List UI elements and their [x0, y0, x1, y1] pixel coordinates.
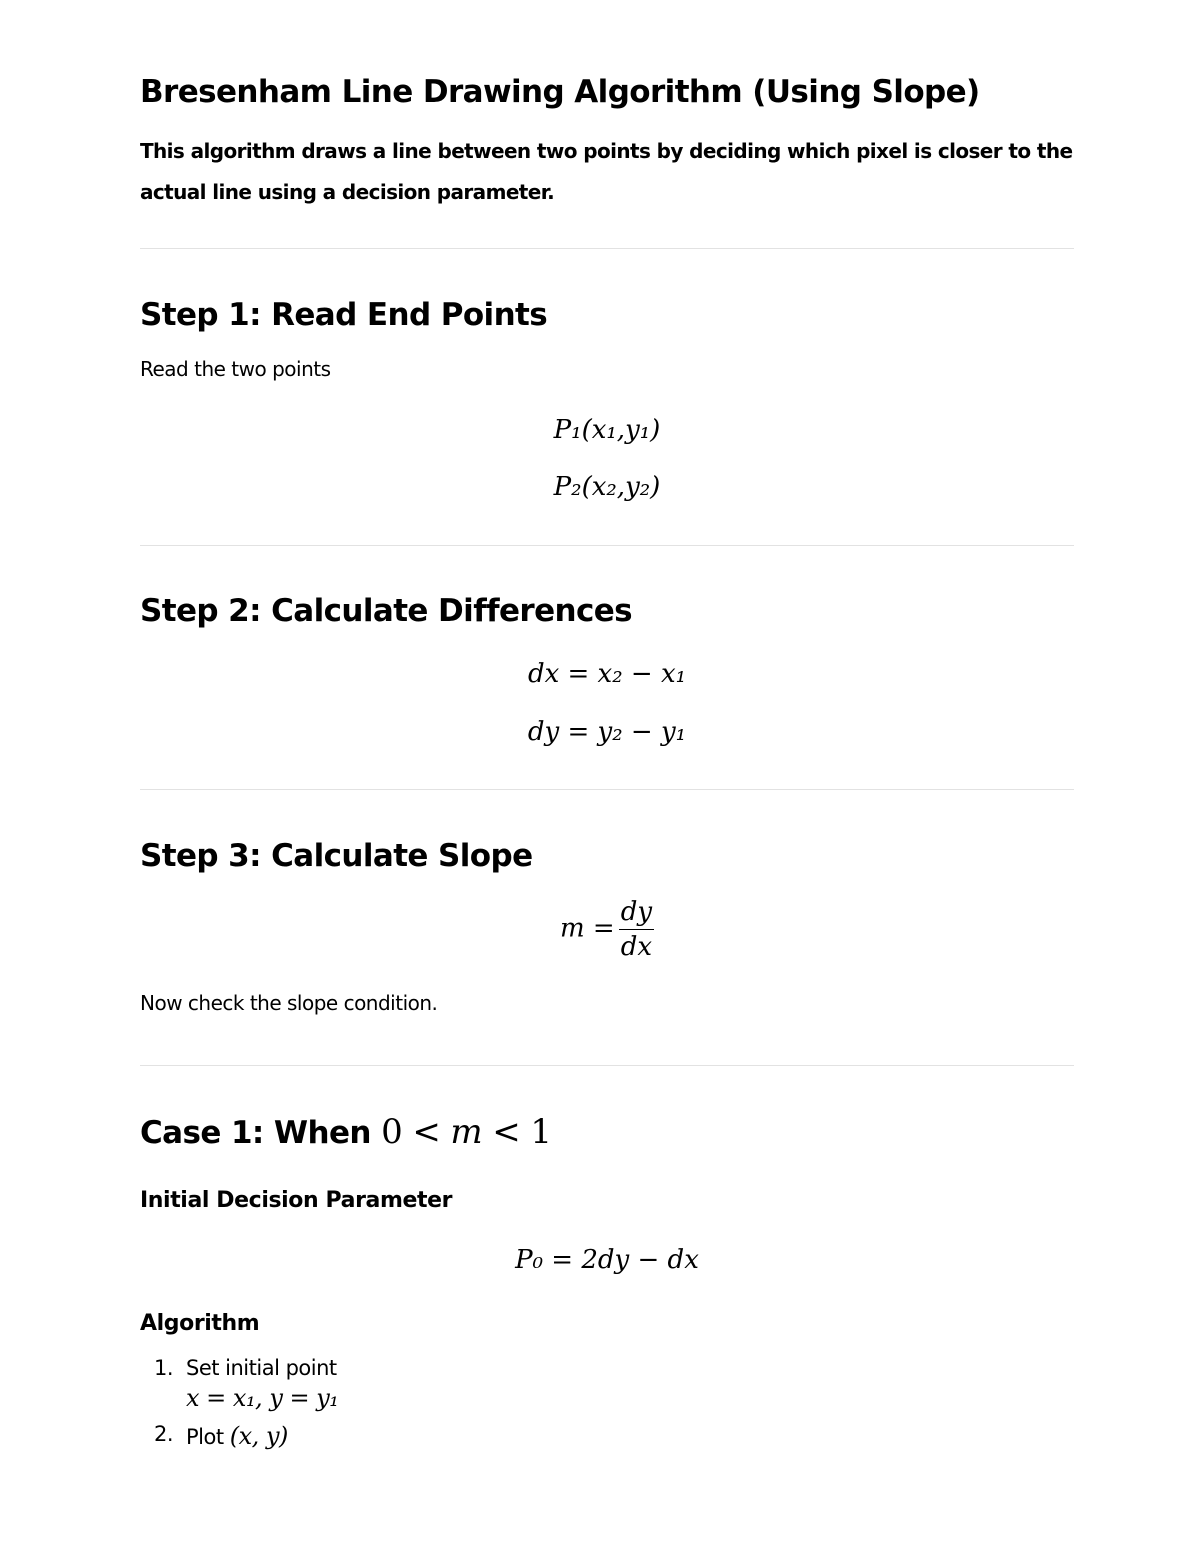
- page-title: Bresenham Line Drawing Algorithm (Using Slope): [140, 74, 980, 110]
- intro-line-1: This algorithm draws a line between two points by deciding which pixel is closer to the: [140, 139, 1073, 163]
- list-item-math: x = x₁, y = y₁: [186, 1384, 339, 1412]
- intro-paragraph: [140, 131, 1074, 213]
- slope-lhs: m =: [559, 913, 615, 944]
- case1-heading-text: Case 1: When: [140, 1115, 371, 1151]
- list-item-number: 1.: [154, 1356, 174, 1380]
- list-item: [140, 1422, 338, 1450]
- dy-equation: dy = y₂ − y₁: [527, 717, 687, 747]
- intro-line-2: actual line using a decision parameter.: [140, 180, 555, 204]
- step3-heading: Step 3: Calculate Slope: [140, 838, 533, 874]
- slope-fraction: [619, 897, 654, 962]
- initial-decision-equation: P₀ = 2dy − dx: [515, 1245, 699, 1275]
- step1-heading: Step 1: Read End Points: [140, 297, 548, 333]
- case1-heading: [140, 1112, 551, 1152]
- list-item: [140, 1356, 338, 1412]
- algorithm-heading: Algorithm: [140, 1311, 260, 1336]
- list-item-text: Set initial point: [186, 1356, 337, 1380]
- list-item-number: 2.: [154, 1422, 174, 1446]
- slope-equation: [140, 897, 1074, 962]
- step2-heading: Step 2: Calculate Differences: [140, 593, 633, 629]
- list-item-text: Plot: [186, 1425, 224, 1449]
- section-divider: [140, 248, 1074, 249]
- section-divider: [140, 789, 1074, 790]
- step1-text: Read the two points: [140, 357, 331, 381]
- point-p1-equation: P₁(x₁,y₁): [553, 415, 661, 445]
- dx-equation: dx = x₂ − x₁: [527, 659, 687, 689]
- point-p2-equation: P₂(x₂,y₂): [553, 472, 661, 502]
- slope-denominator: dx: [620, 932, 653, 962]
- section-divider: [140, 545, 1074, 546]
- section-divider: [140, 1065, 1074, 1066]
- list-item-math: (x, y): [229, 1422, 288, 1450]
- decision-parameter-heading: Initial Decision Parameter: [140, 1188, 453, 1213]
- algorithm-steps-list: [140, 1356, 338, 1450]
- slope-numerator: dy: [619, 897, 654, 930]
- step3-text: Now check the slope condition.: [140, 991, 438, 1015]
- case1-heading-math: 0 < m < 1: [381, 1112, 552, 1152]
